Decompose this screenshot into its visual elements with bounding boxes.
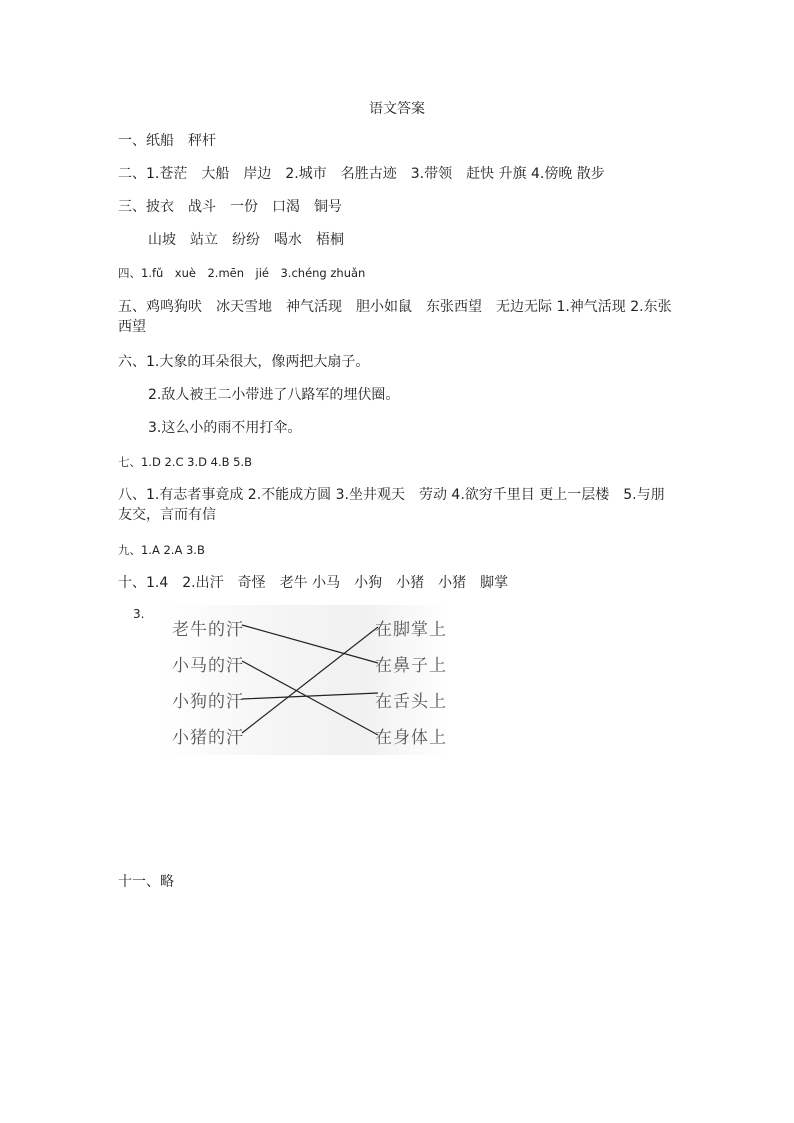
match-left-4: 小猪的汗 — [172, 728, 244, 748]
answer-10-part-3-number: 3. — [133, 607, 145, 621]
match-right-4: 在身体上 — [375, 728, 447, 748]
match-left-2: 小马的汗 — [172, 656, 244, 676]
match-line-1 — [242, 625, 378, 663]
answer-1: 一、纸船 秤杆 — [118, 133, 216, 149]
answer-6-sentence-3: 3.这么小的雨不用打伞。 — [148, 420, 302, 436]
answer-4: 四、1.fǔ xuè 2.mēn jié 3.chéng zhuǎn — [118, 266, 366, 280]
answer-3-row-2: 山坡 站立 纷纷 喝水 梧桐 — [148, 232, 344, 248]
answer-9: 九、1.A 2.A 3.B — [118, 543, 205, 557]
answer-2: 二、1.苍茫 大船 岸边 2.城市 名胜古迹 3.带领 赶快 升旗 4.傍晚 散步 — [118, 166, 605, 182]
answer-6-sentence-1: 六、1.大象的耳朵很大，像两把大扇子。 — [118, 354, 370, 370]
answer-5: 五、鸡鸣狗吠 冰天雪地 神气活现 胆小如鼠 东张西望 无边无际 1.神气活现 2.东张西望 — [118, 299, 672, 335]
answer-7: 七、1.D 2.C 3.D 4.B 5.B — [118, 455, 253, 469]
matching-diagram — [160, 605, 450, 755]
match-right-2: 在鼻子上 — [375, 656, 447, 676]
match-right-3: 在舌头上 — [375, 692, 447, 712]
answer-10: 十、1.4 2.出汗 奇怪 老牛 小马 小狗 小猪 小猪 脚掌 — [118, 575, 509, 591]
answer-11: 十一、略 — [118, 874, 174, 890]
match-left-3: 小狗的汗 — [172, 692, 244, 712]
page-title: 语文答案 — [369, 101, 425, 117]
match-line-4 — [242, 627, 378, 733]
match-lines — [160, 605, 450, 755]
match-right-1: 在脚掌上 — [375, 620, 447, 640]
match-left-1: 老牛的汗 — [172, 620, 244, 640]
answer-8: 八、1.有志者事竟成 2.不能成方圆 3.坐井观天 劳动 4.欲穷千里目 更上一层楼 5.与朋友交，言而有信 — [118, 487, 665, 523]
answer-3-row-1: 三、披衣 战斗 一份 口渴 铜号 — [118, 199, 342, 215]
answer-6-sentence-2: 2.敌人被王二小带进了八路军的埋伏圈。 — [148, 387, 400, 403]
